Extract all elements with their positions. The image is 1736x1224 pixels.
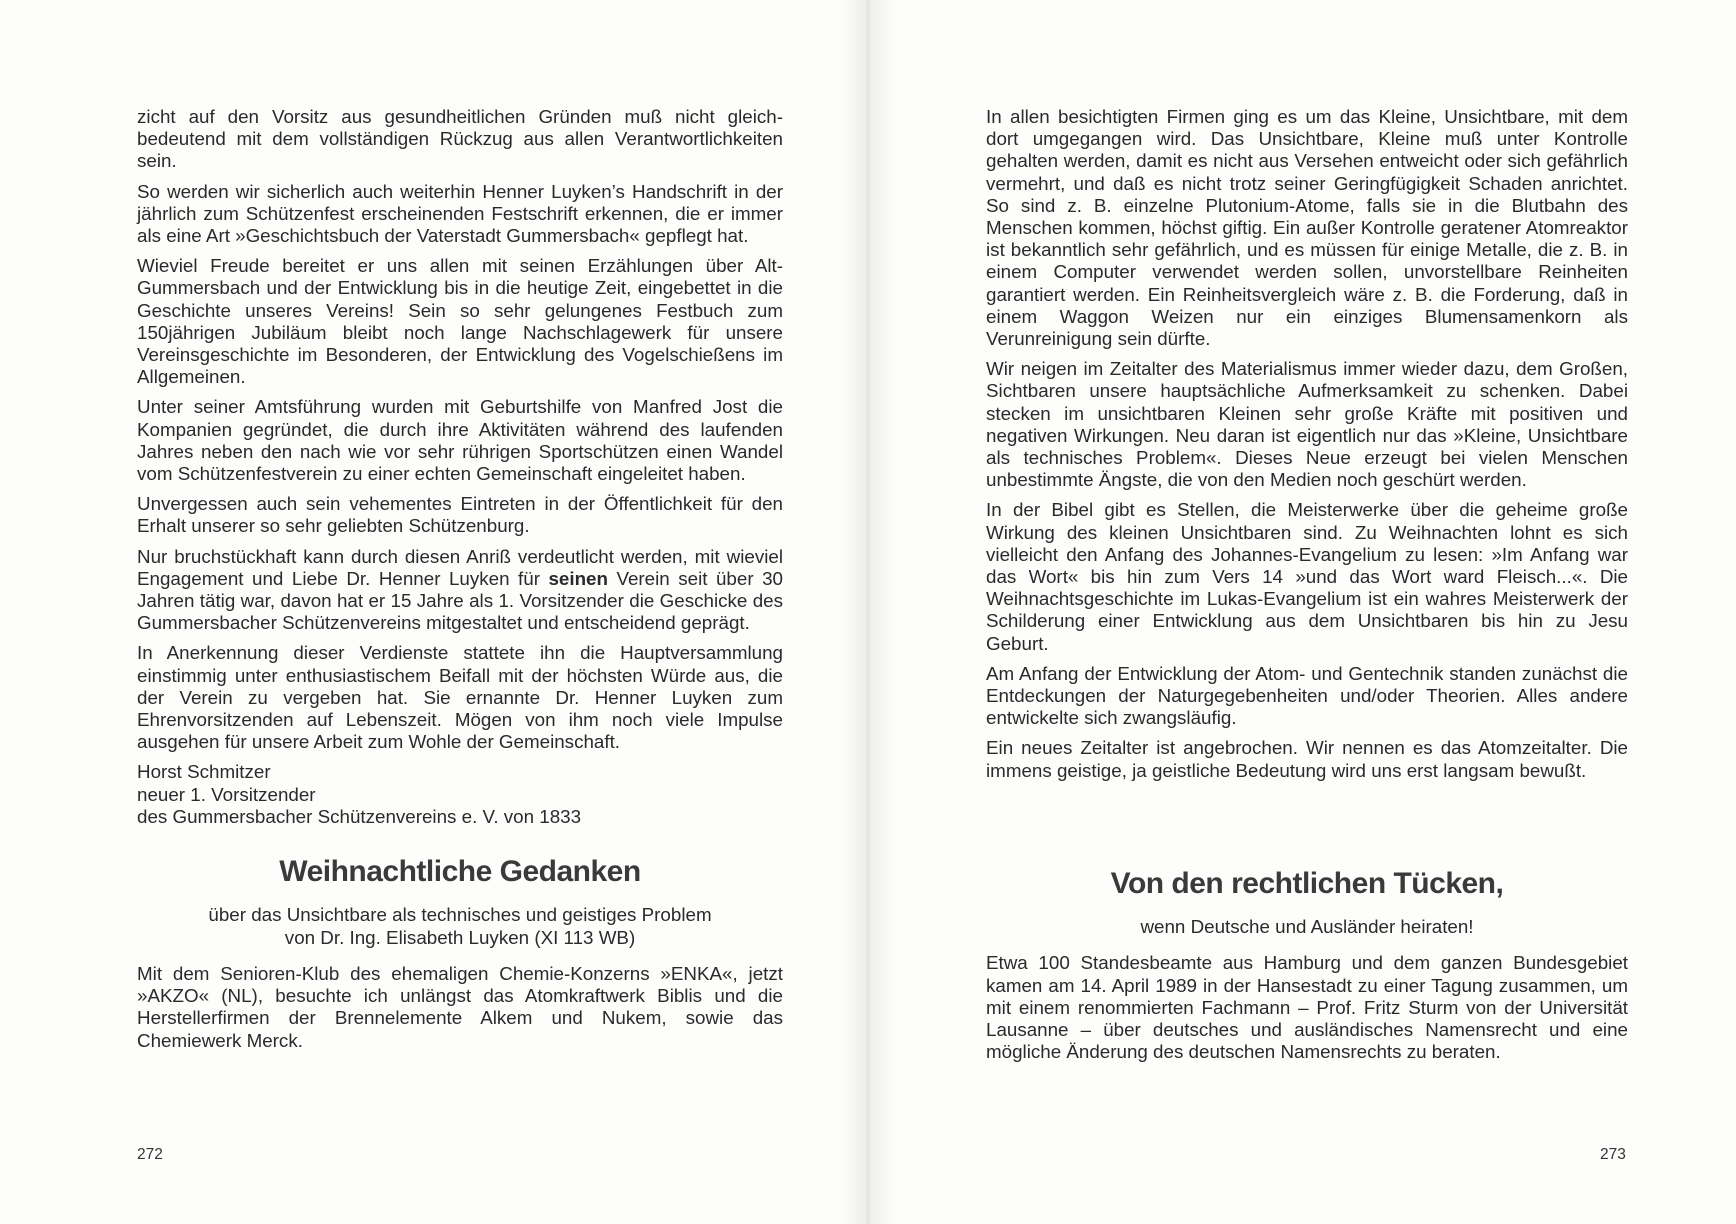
paragraph: In der Bibel gibt es Stellen, die Meisterwerke über die geheime große Wirkung des kleinen Unsichtbaren sind. Zu Weihnachten lohnt es sich vielleicht den Anfang des Johannes-Evangelium zu lesen: »Im Anfang war das Wort« bis hin zum Vers 14 »und das Wort ward Fleisch...«. Die Weihnachtsgeschichte im Lukas-Evangelium ist ein wahres Meisterwerk der Schilderung einer Entwicklung aus dem Unsichtbaren bis hin zu Jesu Geburt. [986,499,1628,654]
emphasized-word: seinen [548,567,608,589]
paragraph: Wir neigen im Zeitalter des Materialismus immer wieder dazu, dem Großen, Sichtbaren unsere hauptsächliche Aufmerksamkeit zu schenken. Dabei stecken im unsichtbaren Kleinen sehr große Kräfte mit positiven und negativen Wirkungen. Neu daran ist eigentlich nur das »Kleine, Unsichtbare als technisches Problem«. Dieses Neue erzeugt bei vielen Menschen unbestimmte Ängste, die von den Medien noch geschürt werden. [986,358,1628,491]
page-number: 273 [1600,1146,1626,1163]
subtitle-line: über das Unsichtbare als technisches und geistiges Problem [208,904,712,926]
right-page [868,0,1736,1224]
text-segment: Verein seit über 30 Jahren tätig war, davon hat er 15 Jahre als 1. Vorsitzender die Geschicke des Gummersbacher Schützenvereins mitgestaltet und entscheidend geprägt. [137,567,783,634]
article-heading: Von den rechtlichen Tücken, [1110,866,1504,900]
signature-block [137,761,783,828]
paragraph: Etwa 100 Standesbeamte aus Hamburg und dem ganzen Bundesgebiet kamen am 14. April 1989 in der Hansestadt zu einer Tagung zusammen, um mit einem renommierten Fachmann – Prof. Fritz Sturm von der Universität Lausanne – über deutsches und ausländisches Namensrecht und eine mögliche Änderung des deutschen Namensrechts zu beraten. [986,952,1628,1063]
paragraph: Unter seiner Amtsführung wurden mit Geburtshilfe von Manfred Jost die Kompanien gegründet, die durch ihre Aktivitäten während des laufenden Jahres neben den nach wie vor sehr rührigen Sportschützen einen Wandel vom Schützenfestverein zu einer echten Gemeinschaft eingeleitet haben. [137,396,783,485]
author-line: von Dr. Ing. Elisabeth Luyken (XI 113 WB) [284,926,636,948]
paragraph: Mit dem Senioren-Klub des ehemaligen Chemie-Konzerns »ENKA«, jetzt »AKZO« (NL), besuchte ich unlängst das Atomkraftwerk Biblis und die Herstellerfirmen der Brennelemente Alkem und Nukem, sowie das Chemiewerk Merck. [137,962,783,1051]
paragraph: Am Anfang der Entwicklung der Atom- und Gentechnik standen zunächst die Entdeckungen der Naturgegebenheiten und/oder Theorien. Alles andere entwickelte sich zwangsläufig. [986,662,1628,729]
article-subtitle [986,916,1628,938]
paragraph: In Anerkennung dieser Verdienste stattete ihn die Hauptversammlung einstimmig unter enthusiastischem Beifall mit der höchsten Würde aus, die der Verein zu vergeben hat. Sie ernannte Dr. Henner Luyken zum Ehrenvorsitzenden auf Lebenszeit. Mögen von ihm noch viele Impulse ausgehen für unsere Arbeit zum Wohle der Gemeinschaft. [137,642,783,753]
right-text-column [986,106,1628,1071]
signature-organization: des Gummersbacher Schützenvereins e. V. von 1833 [137,805,582,827]
signature-role: neuer 1. Vorsitzender [137,783,316,805]
paragraph: So werden wir sicherlich auch weiterhin Henner Luyken’s Handschrift in der jährlich zum Schützenfest erscheinenden Festschrift erkennen, die er immer als eine Art »Geschichtsbuch der Vaterstadt Gummersbach« gepflegt hat. [137,180,783,247]
page-number: 272 [137,1146,163,1163]
article-heading: Weihnachtliche Gedanken [279,855,641,889]
subtitle-line: wenn Deutsche und Ausländer heiraten! [1140,915,1474,937]
paragraph: zicht auf den Vorsitz aus gesundheitlichen Gründen muß nicht gleichbedeutend mit dem vollständigen Rückzug aus allen Verantwortlichkeiten sein. [137,106,783,172]
paragraph: In allen besichtigten Firmen ging es um das Kleine, Unsichtbare, mit dem dort umgegangen wird. Das Unsichtbare, Kleine muß unter Kontrolle gehalten werden, damit es nicht aus Versehen entweicht oder sich gefährlich vermehrt, und daß es nicht trotz seiner Geringfügigkeit Schaden anrichtet. So sind z. B. einzelne Plutonium-Atome, falls sie in die Blutbahn des Menschen kommen, höchst giftig. Ein außer Kontrolle geratener Atomreaktor ist bekanntlich sehr gefährlich, und es müssen für einige Metalle, die z. B. in einem Computer verwendet werden sollen, unvorstellbare Reinheiten garantiert werden. Ein Reinheitsvergleich wäre z. B. die Forderung, daß in einem Waggon Weizen nur ein einziges Blumensamenkorn als Verunreinigung sein dürfte. [986,106,1628,350]
paragraph-with-emphasis [137,546,783,635]
left-text-column [137,106,783,1060]
signature-name: Horst Schmitzer [137,761,271,783]
paragraph: Unvergessen auch sein vehementes Eintreten in der Öffentlichkeit für den Erhalt unserer so sehr geliebten Schützenburg. [137,493,783,537]
article-subtitle [137,904,783,949]
text-segment: Nur bruchstückhaft kann durch diesen Anriß verdeutlicht werden, mit wieviel Engagement und Liebe Dr. Henner Luyken für [137,545,783,589]
paragraph: Ein neues Zeitalter ist angebrochen. Wir nennen es das Atomzeitalter. Die immens geistige, ja geistliche Bedeutung wird uns erst langsam bewußt. [986,737,1628,781]
paragraph: Wieviel Freude bereitet er uns allen mit seinen Erzählungen über Alt-Gummersbach und der Entwicklung bis in die heutige Zeit, eingebettet in die Geschichte unseres Vereins! Sein so sehr gelungenes Festbuch zum 150jährigen Jubiläum bleibt noch lange Nachschlagewerk für unsere Vereinsgeschichte im Besonderen, der Entwicklung des Vogelschießens im Allgemeinen. [137,255,783,388]
